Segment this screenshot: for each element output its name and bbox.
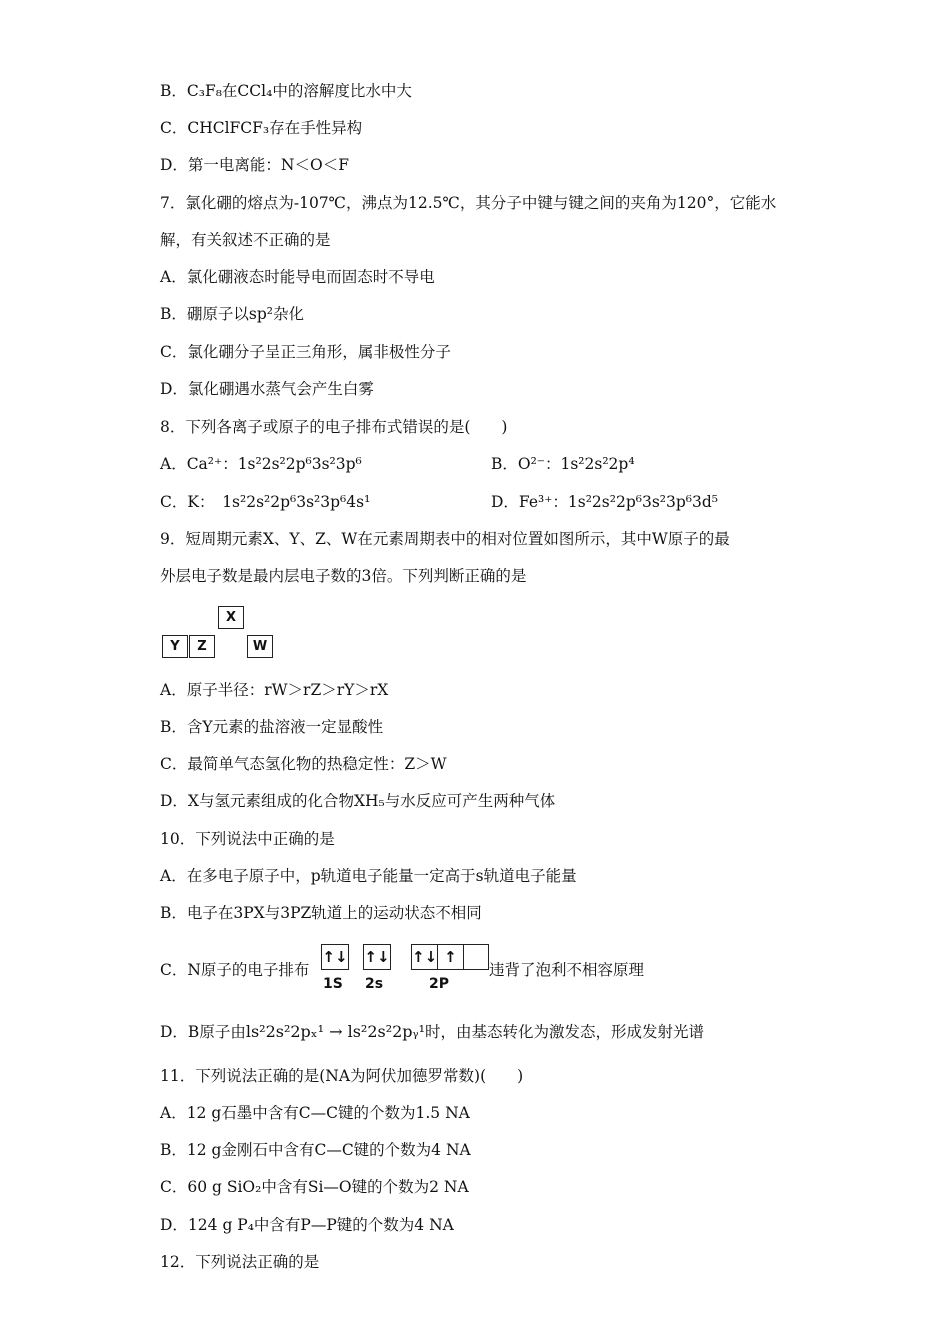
- option-d-line: D．第一电离能：N＜O＜F: [160, 156, 349, 174]
- q11-stem: 11．下列说法正确的是(NA为阿伏加德罗常数)( ): [160, 1067, 524, 1085]
- q11-option-c: C．60 g SiO₂中含有Si—O键的个数为2 NA: [160, 1178, 469, 1196]
- cell-w: W: [247, 635, 273, 658]
- orbital-2p-3: [464, 945, 488, 969]
- q10-option-d-formula: ls²2s²2pₓ¹ → ls²2s²2pᵧ¹: [245, 1022, 425, 1041]
- q10-option-d-pre: D．B原子由: [160, 1023, 246, 1041]
- q12-stem: 12．下列说法正确的是: [160, 1253, 320, 1271]
- orbital-2p-2: ↑: [438, 945, 463, 969]
- q9-option-b: B．含Y元素的盐溶液一定显酸性: [160, 718, 384, 736]
- q7-option-c: C．氯化硼分子呈正三角形，属非极性分子: [160, 343, 451, 361]
- q10-option-c-pre: C．N原子的电子排布: [160, 961, 310, 979]
- orbital-1s-arrows: ↑↓: [322, 948, 348, 966]
- q9-stem-1: 9．短周期元素X、Y、Z、W在元素周期表中的相对位置如图所示，其中W原子的最: [160, 530, 730, 548]
- orbital-label-2p: 2P: [429, 976, 450, 992]
- q11-option-d: D．124 g P₄中含有P—P键的个数为4 NA: [160, 1216, 454, 1234]
- periodic-table-fragment: [160, 602, 278, 664]
- orbital-2p: [411, 944, 489, 970]
- cell-y: Y: [162, 635, 188, 658]
- q8-option-a: A．Ca²⁺：1s²2s²2p⁶3s²3p⁶: [160, 455, 362, 473]
- q8-option-d: D．Fe³⁺：1s²2s²2p⁶3s²3p⁶3d⁵: [491, 493, 718, 511]
- orbital-2p-1: ↑↓: [412, 945, 438, 969]
- cell-z: Z: [189, 635, 215, 658]
- cell-x: X: [218, 606, 244, 629]
- option-b-line: B．C₃F₈在CCl₄中的溶解度比水中大: [160, 82, 412, 100]
- q7-stem-1: 7．氯化硼的熔点为-107℃，沸点为12.5℃，其分子中键与键之间的夹角为120°，它能水: [160, 194, 777, 212]
- q11-option-b: B．12 g金刚石中含有C—C键的个数为4 NA: [160, 1141, 471, 1159]
- q7-stem-2: 解，有关叙述不正确的是: [160, 231, 331, 249]
- q7-option-a: A．氯化硼液态时能导电而固态时不导电: [160, 268, 435, 286]
- orbital-2s-arrows: ↑↓: [364, 948, 390, 966]
- q10-option-a: A．在多电子原子中，p轨道电子能量一定高于s轨道电子能量: [160, 867, 577, 885]
- q10-option-d-post: 时，由基态转化为激发态，形成发射光谱: [424, 1023, 704, 1041]
- orbital-label-2s: 2s: [365, 976, 384, 992]
- q10-option-d: [160, 1021, 704, 1043]
- q11-option-a: A．12 g石墨中含有C—C键的个数为1.5 NA: [160, 1104, 470, 1122]
- orbital-label-1s: 1S: [323, 976, 343, 992]
- q7-option-d: D．氯化硼遇水蒸气会产生白雾: [160, 380, 374, 398]
- orbital-1s: [321, 944, 349, 970]
- q8-stem: 8．下列各离子或原子的电子排布式错误的是( ): [160, 418, 508, 436]
- q8-option-c: C．K： 1s²2s²2p⁶3s²3p⁶4s¹: [160, 493, 371, 511]
- q10-option-b: B．电子在3PX与3PZ轨道上的运动状态不相同: [160, 904, 482, 922]
- q10-option-c-post: 违背了泡利不相容原理: [489, 961, 645, 979]
- q9-option-c: C．最简单气态氢化物的热稳定性：Z＞W: [160, 755, 447, 773]
- option-c-line: C．CHClFCF₃存在手性异构: [160, 119, 363, 137]
- orbital-2s: [363, 944, 391, 970]
- q9-stem-2: 外层电子数是最内层电子数的3倍。下列判断正确的是: [160, 567, 527, 585]
- q7-option-b: B．硼原子以sp²杂化: [160, 305, 304, 323]
- q8-option-b: B．O²⁻：1s²2s²2p⁴: [491, 455, 635, 473]
- q10-stem: 10．下列说法中正确的是: [160, 830, 335, 848]
- q9-option-a: A．原子半径：rW＞rZ＞rY＞rX: [160, 681, 389, 699]
- q9-option-d: D．X与氢元素组成的化合物XH₅与水反应可产生两种气体: [160, 792, 556, 810]
